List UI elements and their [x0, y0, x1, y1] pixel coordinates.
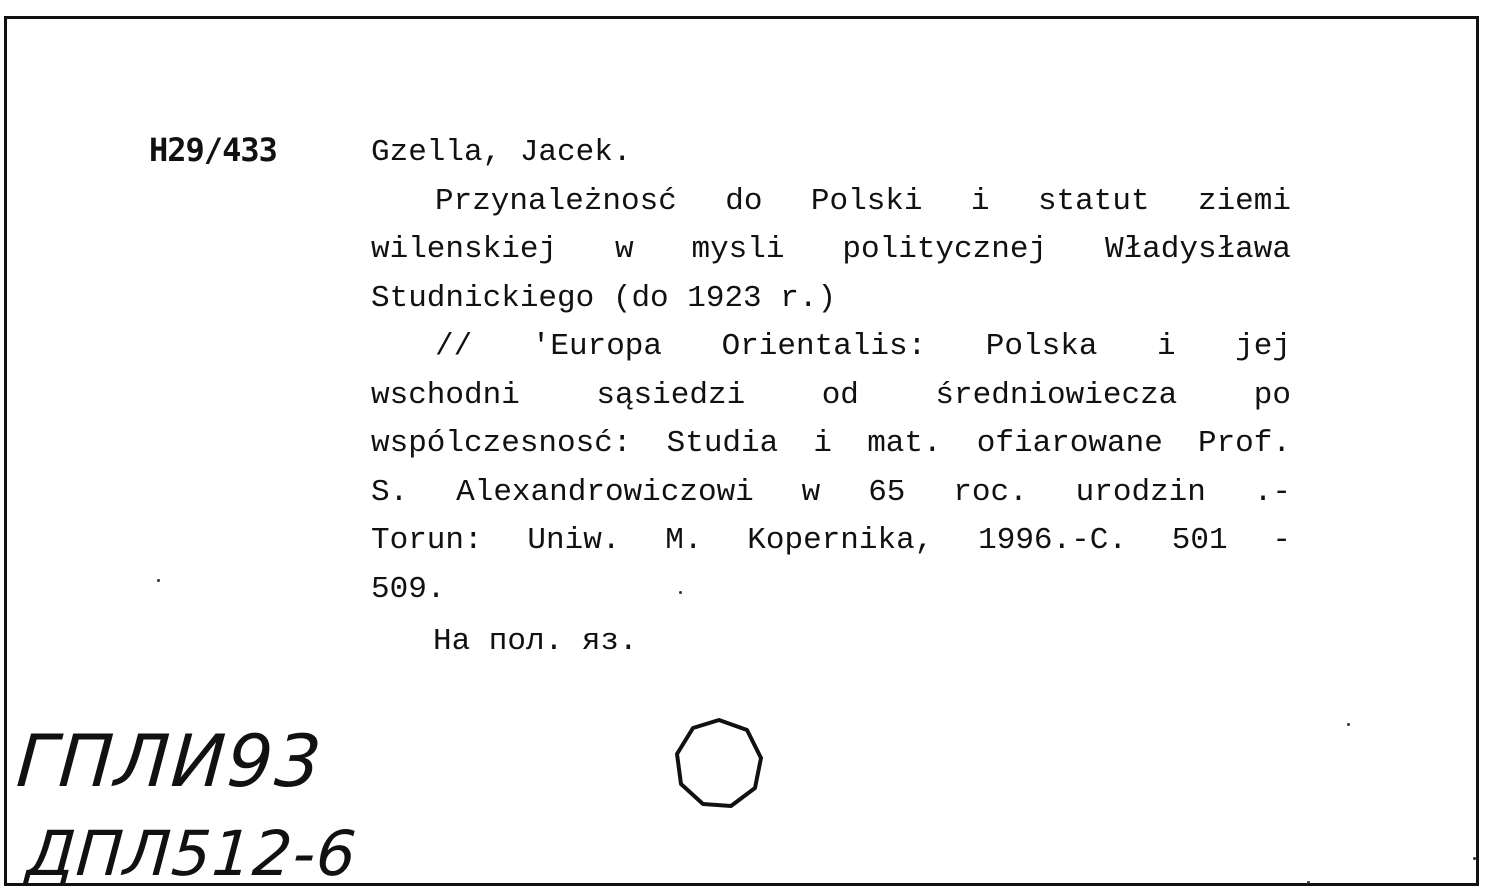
source-line: wschodni sąsiedzi od średniowiecza po — [371, 377, 1291, 413]
source-line: 509. — [371, 571, 446, 607]
speck — [157, 579, 160, 582]
source-line: wspólczesnosć: Studia i mat. ofiarowane Prof. — [371, 426, 1291, 461]
source-line: // 'Europa Orientalis: Polska i jej — [435, 329, 1291, 364]
catalog-card — [4, 16, 1479, 890]
title-line: wilenskiej w mysli politycznej Władysława — [371, 232, 1291, 267]
speck — [679, 591, 682, 594]
source-line: Torun: Uniw. M. Kopernika, 1996.-C. 501 - — [371, 523, 1291, 558]
speck — [1347, 723, 1350, 726]
language-note: На пол. яз. — [433, 624, 638, 659]
title-line: Studnickiego (do 1923 r.) — [371, 280, 837, 316]
speck — [1307, 881, 1310, 884]
handwritten-call-number: ГПЛИ93 — [14, 719, 326, 803]
handwritten-call-number: ДПЛ512-6 — [24, 817, 360, 890]
source-line: S. Alexandrowiczowi w 65 roc. urodzin .- — [371, 474, 1291, 510]
bibliographic-entry — [371, 129, 1291, 667]
author: Gzella, Jacek. — [371, 135, 632, 170]
shelfmark: Н29/433 — [149, 131, 277, 169]
punch-hole-icon — [669, 714, 769, 814]
title-line: Przynależnosć do Polski i statut ziemi — [435, 183, 1291, 219]
speck — [1473, 857, 1476, 860]
